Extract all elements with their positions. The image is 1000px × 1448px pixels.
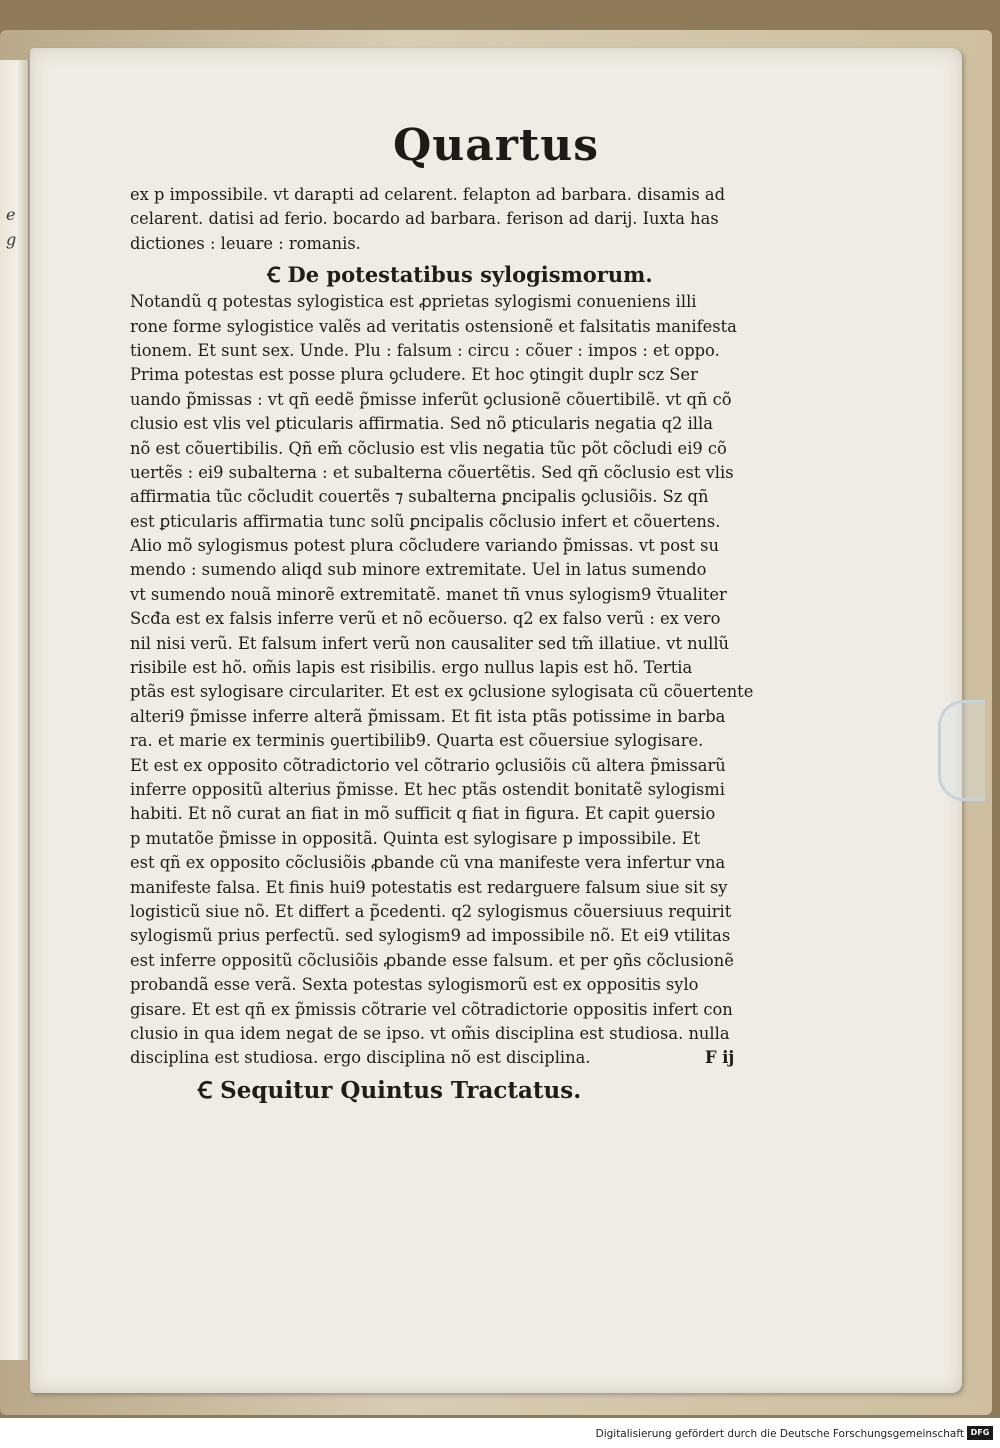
- digitization-credit: Digitalisierung gefördert durch die Deutsche Forschungsgemeinschaft: [595, 1428, 964, 1440]
- text-line: manifeste falsa. Et finis hui9 potestatis est redarguere falsum siue sit sy: [130, 877, 728, 897]
- book-page: [30, 48, 962, 1393]
- text-line: Alio mõ sylogismus potest plura cõcludere variando p̃missas. vt post su: [130, 536, 719, 556]
- text-block: [130, 183, 790, 1071]
- text-line: ex p impossibile. vt darapti ad celarent. felapton ad barbara. disamis ad: [130, 185, 726, 204]
- page-heading: Quartus: [392, 120, 600, 171]
- text-line: ra. et marie ex terminis ꝯuertibilib9. Quarta est cõuersiue sylogisare.: [130, 731, 704, 751]
- text-line: uertẽs : ei9 subalterna : et subalterna cõuertẽtis. Sed qñ cõclusio est vlis: [130, 462, 734, 482]
- text-line: est inferre oppositũ cõclusiõis ꝓbande esse falsum. et per ꝯñs cõclusionẽ: [130, 950, 734, 970]
- text-line: Notandũ q potestas sylogistica est ꝓprietas sylogismi conueniens illi: [130, 292, 697, 312]
- text-line: p mutatõe p̃misse in oppositã. Quinta est sylogisare p impossibile. Et: [130, 828, 701, 848]
- text-line: logisticũ siue nõ. Et differt a p̃cedenti. q2 sylogismus cõuersiuus requirit: [130, 901, 732, 921]
- text-line: gisare. Et est qñ ex p̃missis cõtrarie vel cõtradictorie oppositis infert con: [130, 999, 733, 1019]
- text-line: celarent. datisi ad ferio. bocardo ad barbara. ferison ad darij. Iuxta has: [130, 209, 719, 229]
- text-line: affirmatia tũc cõcludit couertẽs ⁊ subalterna ꝑncipalis ꝯclusiõis. Sz qñ: [130, 487, 709, 507]
- text-line: nõ est cõuertibilis. Qñ em̃ cõclusio est vlis negatia tũc põt cõcludi ei9 cõ: [130, 438, 727, 458]
- text-line: probandã esse verã. Sexta potestas sylogismorũ est ex oppositis sylo: [130, 975, 699, 995]
- section-title-text: De potestatibus sylogismorum.: [287, 262, 653, 288]
- text-line: sylogismũ prius perfectũ. sed sylogism9 ad impossibile nõ. Et ei9 vtilitas: [130, 926, 731, 946]
- text-line: disciplina est studiosa. ergo disciplina nõ est disciplina. F ij: [130, 1046, 790, 1070]
- text-line: inferre oppositũ alterius p̃misse. Et hec ptãs ostendit bonitatẽ sylogismi: [130, 779, 725, 799]
- text-line: Prima potestas est posse plura ꝯcludere. Et hoc ꝯtingit duplr scz Ser: [130, 365, 698, 385]
- text-line: uando p̃missas : vt qñ eedẽ p̃misse inferũt ꝯclusionẽ cõuertibilẽ. vt qñ cõ: [130, 389, 732, 409]
- text-line: dictiones : leuare : romanis.: [130, 233, 361, 253]
- text-line: alteri9 p̃misse inferre alterã p̃missam. Et fit ista ptãs potissime in barba: [130, 706, 726, 726]
- body-paragraphs: [130, 290, 790, 1071]
- text-line: vt sumendo nouã minorẽ extremitatẽ. manet tñ vnus sylogism9 ṽtualiter: [130, 584, 727, 604]
- intro-paragraph: [130, 183, 790, 256]
- signature-mark: F ij: [705, 1048, 735, 1068]
- facing-page-edge: [0, 60, 29, 1360]
- text-line: habiti. Et nõ curat an fiat in mõ sufficit q fiat in figura. Et capit ꝯuersio: [130, 804, 716, 824]
- facing-page-fragment: g: [6, 230, 17, 249]
- text-line: est qñ ex opposito cõclusiõis ꝓbande cũ vna manifeste vera infertur vna: [130, 853, 726, 873]
- text-line: mendo : sumendo aliqd sub minore extremitate. Uel in latus sumendo: [130, 560, 707, 580]
- dfg-logo: DFG: [967, 1426, 993, 1440]
- text-line: clusio est vlis vel ꝑticularis affirmatia. Sed nõ ꝑticularis negatia q2 illa: [130, 414, 713, 434]
- text-line: nil nisi verũ. Et falsum infert verũ non causaliter sed tm̃ illatiue. vt nullũ: [130, 633, 730, 653]
- clip-icon: [938, 700, 985, 801]
- next-tract-heading-text: Sequitur Quintus Tractatus.: [220, 1077, 582, 1104]
- text-line: rone forme sylogistice valẽs ad veritatis ostensionẽ et falsitatis manifesta: [130, 316, 737, 336]
- text-line: risibile est hõ. om̃is lapis est risibilis. ergo nullus lapis est hõ. Tertia: [130, 658, 693, 678]
- text-line: Et est ex opposito cõtradictorio vel cõtrario ꝯclusiõis cũ altera p̃missarũ: [130, 755, 726, 775]
- text-line: est ꝑticularis affirmatia tunc solũ ꝑncipalis cõclusio infert et cõuertens.: [130, 511, 721, 531]
- facing-page-fragment: e: [6, 205, 16, 224]
- text-line: clusio in qua idem negat de se ipso. vt om̃is disciplina est studiosa. nulla: [130, 1023, 730, 1043]
- text-line: tionem. Et sunt sex. Unde. Plu : falsum : circu : cõuer : impos : et oppo.: [130, 340, 720, 360]
- pilcrow-icon: Ꞓ: [198, 1077, 221, 1104]
- section-title: [130, 256, 790, 290]
- pilcrow-icon: Ꞓ: [267, 262, 288, 288]
- text-line: Scđa est ex falsis inferre verũ et nõ ecõuerso. q2 ex falso verũ : ex vero: [130, 609, 721, 629]
- next-tract-heading: [198, 1073, 581, 1105]
- text-line: ptãs est sylogisare circulariter. Et est ex ꝯclusione sylogisata cũ cõuertente: [130, 682, 754, 702]
